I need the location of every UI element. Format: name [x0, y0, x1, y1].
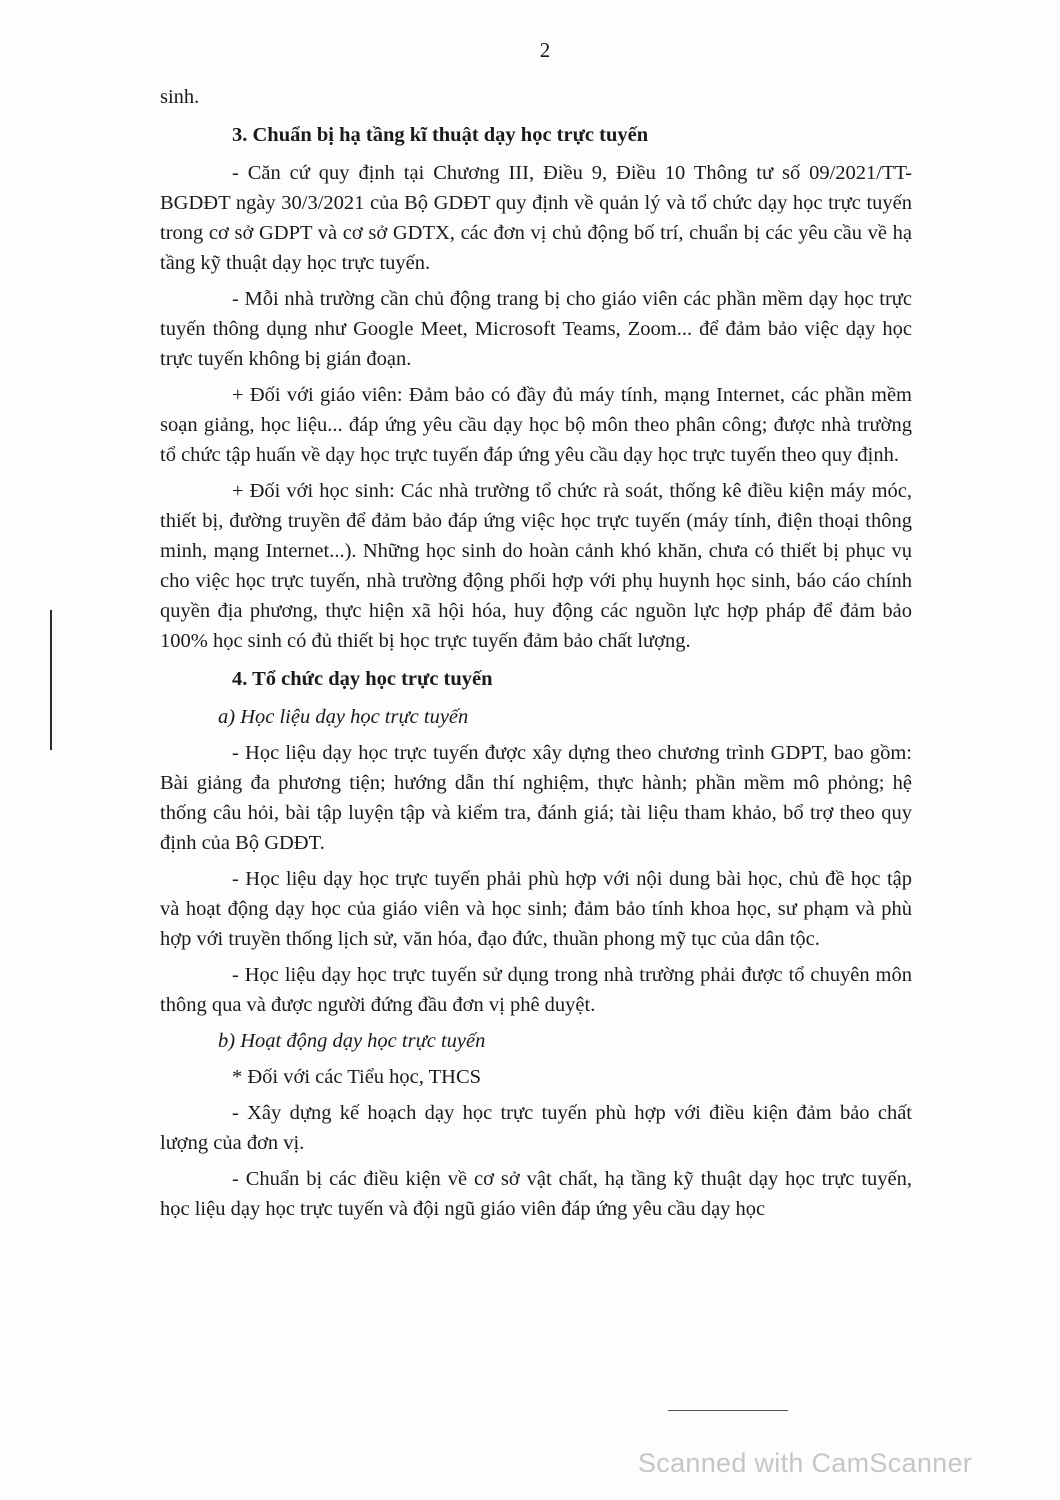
scanner-watermark: Scanned with CamScanner	[638, 1448, 973, 1478]
paragraph: * Đối với các Tiểu học, THCS	[232, 1066, 482, 1088]
subsection-heading-a: a) Học liệu dạy học trực tuyến	[218, 706, 469, 728]
paragraph: - Học liệu dạy học trực tuyến được xây dựng theo chương trình GDPT, bao gồm: Bài giảng đa phương tiện; hướng dẫn thí nghiệm, thực hành; phần mềm mô phỏng; hệ thống câu hỏi, bài tập luyện tập và kiểm tra, đánh giá; tài liệu tham khảo, bổ trợ theo quy định của Bộ GDĐT.	[160, 742, 912, 854]
document-body	[160, 82, 912, 1230]
section-heading-4: 4. Tổ chức dạy học trực tuyến	[232, 668, 493, 690]
paragraph: - Mỗi nhà trường cần chủ động trang bị cho giáo viên các phần mềm dạy học trực tuyến thông dụng như Google Meet, Microsoft Teams, Zoom... để đảm bảo việc dạy học trực tuyến không bị gián đoạn.	[160, 288, 912, 370]
paragraph: - Xây dựng kế hoạch dạy học trực tuyến phù hợp với điều kiện đảm bảo chất lượng của đơn vị.	[160, 1102, 912, 1154]
scan-divider	[668, 1410, 788, 1411]
page-number: 2	[539, 38, 551, 62]
subsection-heading-b: b) Hoạt động dạy học trực tuyến	[218, 1030, 486, 1052]
paragraph: - Chuẩn bị các điều kiện về cơ sở vật chất, hạ tầng kỹ thuật dạy học trực tuyến, học liệu dạy học trực tuyến và đội ngũ giáo viên đáp ứng yêu cầu dạy học	[160, 1168, 912, 1220]
paragraph-continuation: sinh.	[160, 86, 200, 108]
section-heading-3: 3. Chuẩn bị hạ tầng kĩ thuật dạy học trực tuyến	[232, 124, 649, 146]
paragraph: + Đối với giáo viên: Đảm bảo có đầy đủ máy tính, mạng Internet, các phần mềm soạn giảng, học liệu... đáp ứng yêu cầu dạy học bộ môn theo phân công; được nhà trường tổ chức tập huấn về dạy học trực tuyến đáp ứng yêu cầu dạy học trực tuyến theo quy định.	[160, 384, 912, 466]
paragraph: - Học liệu dạy học trực tuyến sử dụng trong nhà trường phải được tổ chuyên môn thông qua và được người đứng đầu đơn vị phê duyệt.	[160, 964, 912, 1016]
scan-margin-mark	[50, 610, 52, 750]
paragraph: - Căn cứ quy định tại Chương III, Điều 9, Điều 10 Thông tư số 09/2021/TT-BGDĐT ngày 30/3/2021 của Bộ GDĐT quy định về quản lý và tổ chức dạy học trực tuyến trong cơ sở GDPT và cơ sở GDTX, các đơn vị chủ động bố trí, chuẩn bị các yêu cầu về hạ tầng kỹ thuật dạy học trực tuyến.	[160, 162, 912, 274]
paragraph: - Học liệu dạy học trực tuyến phải phù hợp với nội dung bài học, chủ đề học tập và hoạt động dạy học của giáo viên và học sinh; đảm bảo tính khoa học, sư phạm và phù hợp với truyền thống lịch sử, văn hóa, đạo đức, thuần phong mỹ tục của dân tộc.	[160, 868, 912, 950]
paragraph: + Đối với học sinh: Các nhà trường tổ chức rà soát, thống kê điều kiện máy móc, thiết bị, đường truyền để đảm bảo đáp ứng việc học trực tuyến (máy tính, điện thoại thông minh, mạng Internet...). Những học sinh do hoàn cảnh khó khăn, chưa có thiết bị phục vụ cho việc học trực tuyến, nhà trường động phối hợp với phụ huynh học sinh, báo cáo chính quyền địa phương, thực hiện xã hội hóa, huy động các nguồn lực hợp pháp để đảm bảo 100% học sinh có đủ thiết bị học trực tuyến đảm bảo chất lượng.	[160, 480, 912, 652]
